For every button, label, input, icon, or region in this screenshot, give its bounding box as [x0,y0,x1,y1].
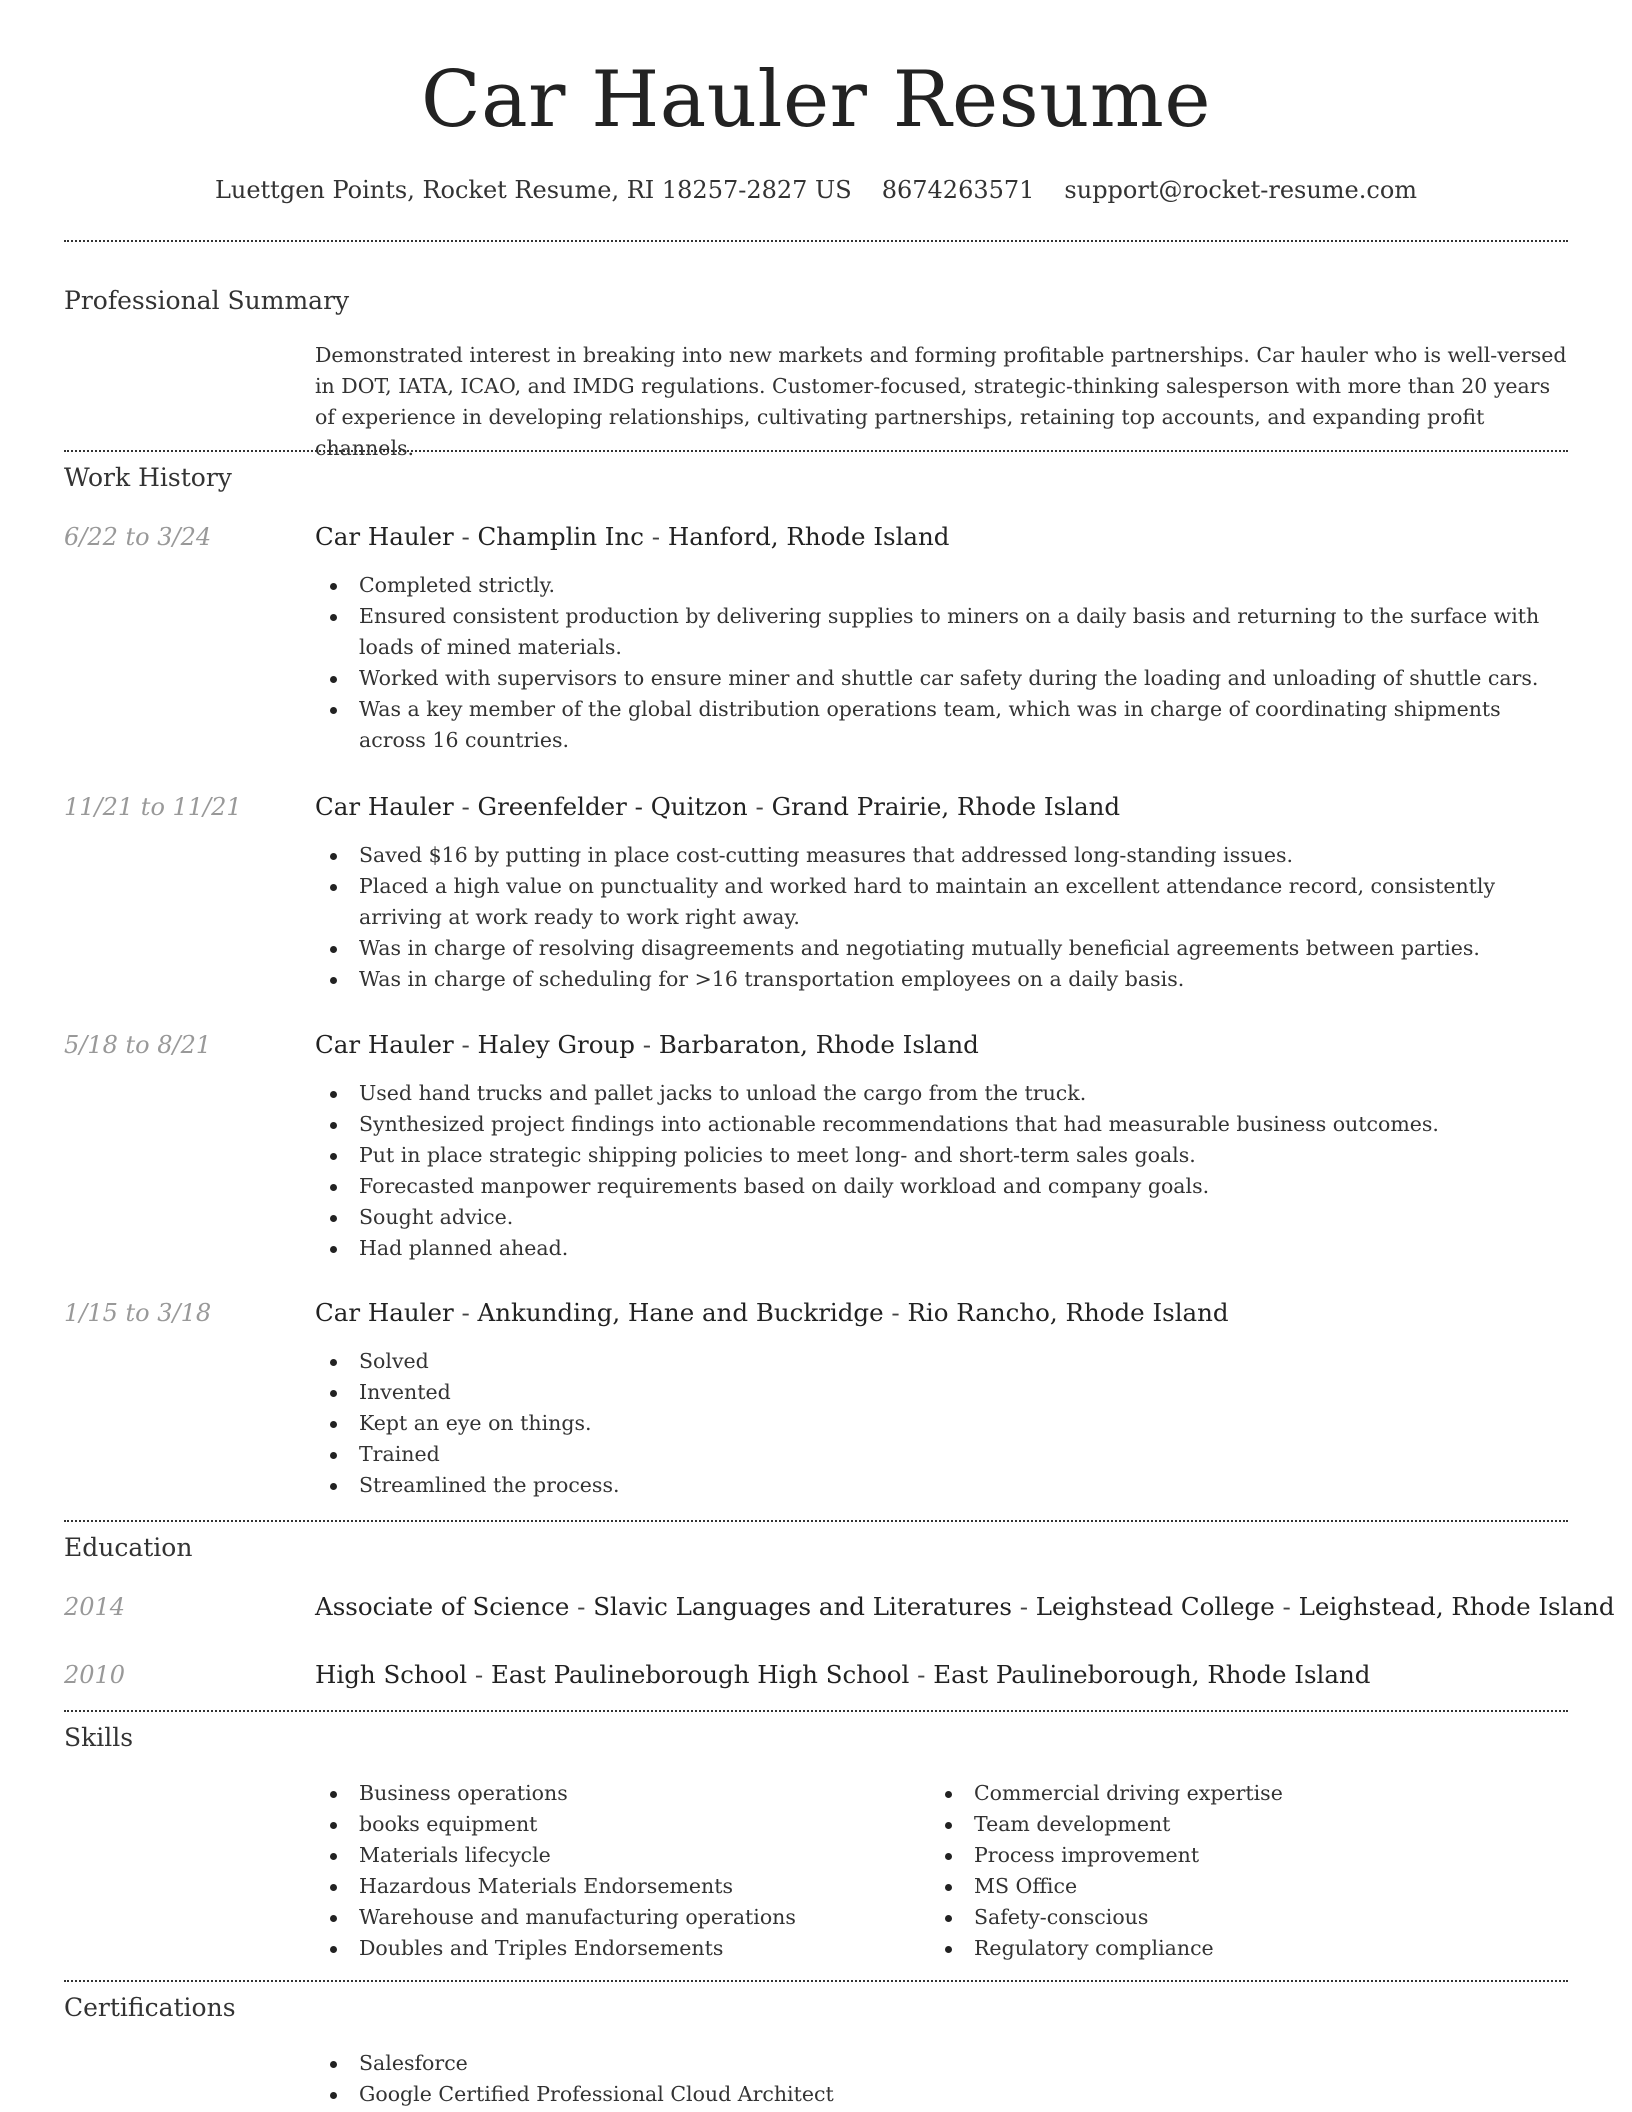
skill-item: Safety-conscious [930,1902,1570,1933]
job-location: Hanford, Rhode Island [667,522,950,551]
job-title [315,1295,1229,1331]
job-bullets [315,840,1570,995]
title-separator: - [467,1660,491,1689]
list-item: Was a key member of the global distribution operations team, which was in charge of coordinating shipments across 16 countries. [315,694,1570,756]
list-item: Put in place strategic shipping policies to meet long- and short-term sales goals. [315,1140,1570,1171]
title-separator: - [1274,1592,1299,1621]
skills-list-left [315,1778,915,1964]
education-degree: High School [315,1660,468,1689]
list-item: Invented [315,1377,1570,1408]
list-item: Synthesized project findings into actionable recommendations that had measurable business outcomes. [315,1109,1570,1140]
education-year: 2010 [64,1661,126,1689]
title-separator: - [453,1298,478,1327]
certification-item: Google Certified Professional Cloud Architect [315,2079,1570,2110]
education-title [315,1657,1370,1693]
list-item: Streamlined the process. [315,1470,1570,1501]
job-bullets [315,1346,1570,1501]
skill-item: Process improvement [930,1840,1570,1871]
list-item: Worked with supervisors to ensure miner and shuttle car safety during the loading and unloading of shuttle cars. [315,663,1570,694]
job-dates: 5/18 to 8/21 [64,1031,212,1059]
job-bullets [315,570,1570,756]
title-separator: - [883,1298,908,1327]
title-separator: - [1011,1592,1036,1621]
education-field: Slavic Languages and Literatures [593,1592,1012,1621]
job-company: Ankunding, Hane and Buckridge [477,1298,884,1327]
list-item: Was in charge of scheduling for >16 transportation employees on a daily basis. [315,964,1570,995]
job-location: Rio Rancho, Rhode Island [907,1298,1229,1327]
job-location: Barbaraton, Rhode Island [658,1030,979,1059]
list-item: Kept an eye on things. [315,1408,1570,1439]
job-bullets [315,1078,1570,1264]
title-separator: - [453,792,478,821]
list-item: Placed a high value on punctuality and worked hard to maintain an excellent attendance record, consistently arriving at work ready to work right away. [315,871,1570,933]
contact-address: Luettgen Points, Rocket Resume, RI 18257-2827 US [214,176,852,204]
certification-item: Salesforce [315,2048,1570,2079]
skill-item: Regulatory compliance [930,1933,1570,1964]
education-location: East Paulineborough, Rhode Island [933,1660,1371,1689]
title-separator: - [634,1030,659,1059]
section-heading-summary: Professional Summary [64,286,350,315]
divider [64,240,1568,242]
title-separator: - [569,1592,594,1621]
job-title [315,789,1120,825]
section-heading-certifications: Certifications [64,1993,236,2022]
job-location: Grand Prairie, Rhode Island [771,792,1121,821]
title-separator: - [453,1030,478,1059]
list-item: Sought advice. [315,1202,1570,1233]
section-heading-work-history: Work History [64,463,232,492]
skill-item: Warehouse and manufacturing operations [315,1902,915,1933]
skill-item: Team development [930,1809,1570,1840]
education-school: East Paulineborough High School [490,1660,910,1689]
contact-phone: 8674263571 [881,176,1035,204]
education-location: Leighstead, Rhode Island [1298,1592,1615,1621]
divider [64,1980,1568,1982]
job-role: Car Hauler [315,1030,454,1059]
section-heading-skills: Skills [64,1723,134,1752]
job-title [315,1027,979,1063]
list-item: Forecasted manpower requirements based on daily workload and company goals. [315,1171,1570,1202]
list-item: Trained [315,1439,1570,1470]
job-dates: 6/22 to 3/24 [64,523,212,551]
divider [64,450,1568,452]
skill-item: Materials lifecycle [315,1840,915,1871]
list-item: Was in charge of resolving disagreements and negotiating mutually beneficial agreements between parties. [315,933,1570,964]
list-item: Had planned ahead. [315,1233,1570,1264]
list-item: Used hand trucks and pallet jacks to unload the cargo from the truck. [315,1078,1570,1109]
resume-title: Car Hauler Resume [421,55,1211,145]
list-item: Solved [315,1346,1570,1377]
title-separator: - [453,522,478,551]
title-separator: - [909,1660,934,1689]
divider [64,1520,1568,1522]
list-item: Saved $16 by putting in place cost-cutting measures that addressed long-standing issues. [315,840,1570,871]
education-school: Leighstead College [1035,1592,1275,1621]
job-role: Car Hauler [315,1298,454,1327]
job-title [315,519,950,555]
skills-list-right [930,1778,1570,1964]
title-separator: - [643,522,668,551]
education-year: 2014 [64,1593,126,1621]
contact-line [0,170,1632,210]
skill-item: Hazardous Materials Endorsements [315,1871,915,1902]
education-title [315,1589,1615,1625]
education-degree: Associate of Science [315,1592,570,1621]
job-company: Champlin Inc [477,522,644,551]
contact-email: support@rocket-resume.com [1064,176,1418,204]
certifications-list [315,2048,1570,2110]
job-company: Haley Group [477,1030,635,1059]
summary-text: Demonstrated interest in breaking into new markets and forming profitable partnerships. Car hauler who is well-versed in DOT, IATA, ICAO, and IMDG regulations. Customer-focused, strategic-thinking salesperson with more than 20 years of experience in developing relationships, cultivating partnerships, retaining top accounts, and expanding profit channels. [315,343,1567,460]
skill-item: Business operations [315,1778,915,1809]
job-role: Car Hauler [315,522,454,551]
job-dates: 11/21 to 11/21 [64,793,242,821]
job-company: Greenfelder - Quitzon [477,792,748,821]
skill-item: Doubles and Triples Endorsements [315,1933,915,1964]
title-separator: - [747,792,772,821]
skill-item: Commercial driving expertise [930,1778,1570,1809]
list-item: Completed strictly. [315,570,1570,601]
job-dates: 1/15 to 3/18 [64,1299,212,1327]
divider [64,1710,1568,1712]
job-role: Car Hauler [315,792,454,821]
skill-item: books equipment [315,1809,915,1840]
skill-item: MS Office [930,1871,1570,1902]
list-item: Ensured consistent production by delivering supplies to miners on a daily basis and returning to the surface with loads of mined materials. [315,601,1570,663]
section-heading-education: Education [64,1533,193,1562]
